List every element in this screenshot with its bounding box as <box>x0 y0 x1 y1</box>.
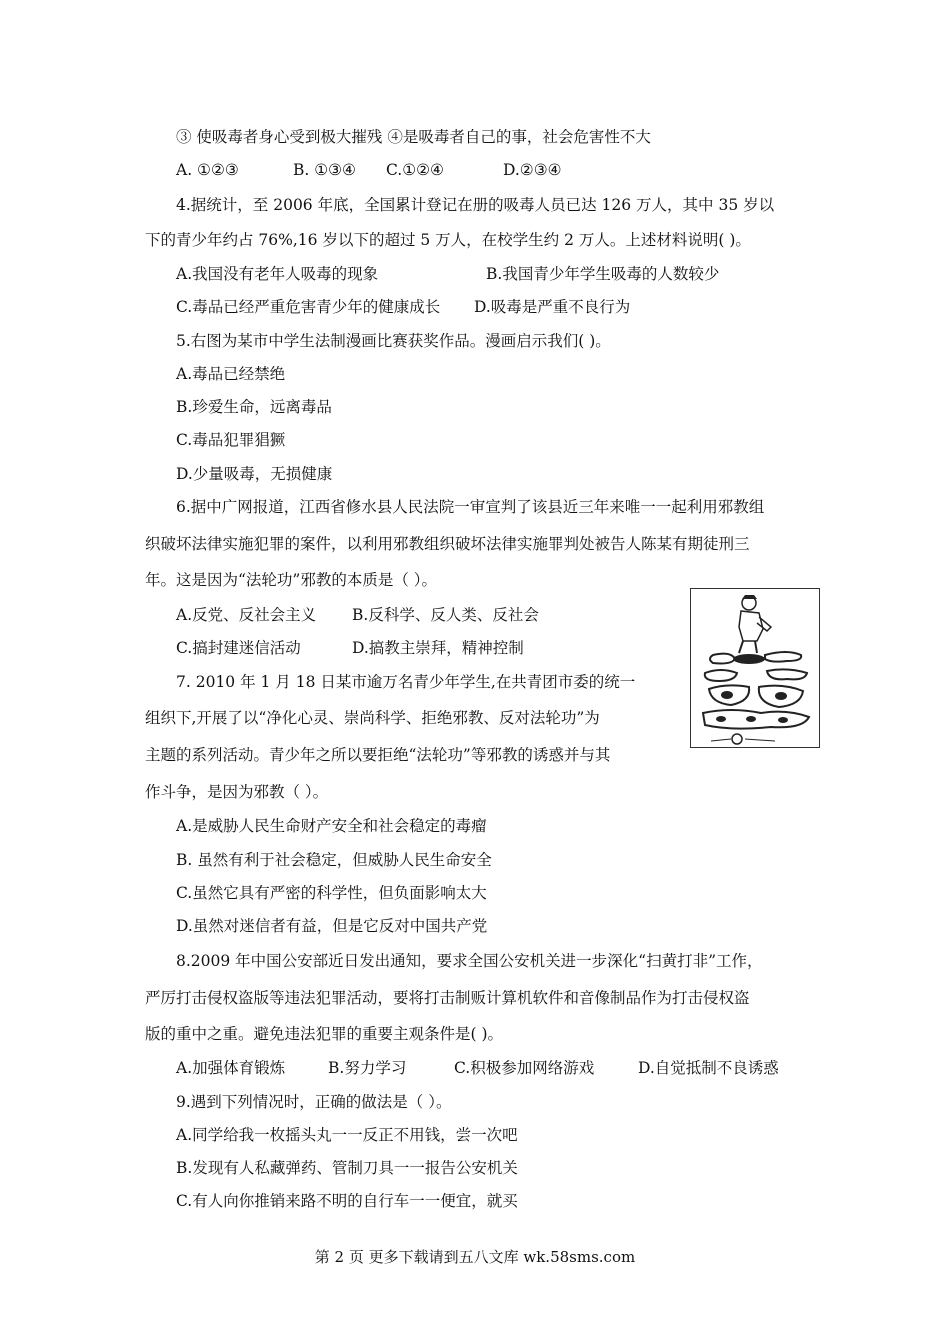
option-b: B.努力学习 <box>328 1059 407 1077</box>
option-a: A.反党、反社会主义 <box>176 606 317 624</box>
option-c: C.搞封建迷信活动 <box>176 639 301 657</box>
text-line: ③ 使吸毒者身心受到极大摧残 ④是吸毒者自己的事，社会危害性不大 <box>176 128 651 146</box>
page-footer: 第 2 页 更多下载请到五八文库 wk.58sms.com <box>314 1248 636 1266</box>
text-line: 5.右图为某市中学生法制漫画比赛获奖作品。漫画启示我们( )。 <box>176 332 611 350</box>
text-line: B.珍爱生命，远离毒品 <box>176 398 332 416</box>
text-line: 作斗争，是因为邪教（ ）。 <box>145 783 329 801</box>
text-line: 主题的系列活动。青少年之所以要拒绝“法轮功”等邪教的诱惑并与其 <box>145 746 611 764</box>
text-line: C.毒品犯罪猖獗 <box>176 431 286 449</box>
text-line: D.少量吸毒，无损健康 <box>176 465 333 483</box>
option-c: C.毒品已经严重危害青少年的健康成长 <box>176 298 441 316</box>
option-d: D.吸毒是严重不良行为 <box>474 298 631 316</box>
option-d: D.②③④ <box>503 161 562 179</box>
text-line: 4.据统计，至 2006 年底，全国累计登记在册的吸毒人员已达 126 万人，其中 35 岁以 <box>176 196 775 214</box>
text-line: 8.2009 年中国公安部近日发出通知，要求全国公安机关进一步深化“扫黄打非”工作， <box>176 952 763 970</box>
text-line: C.虽然它具有严密的科学性，但负面影响太大 <box>176 884 487 902</box>
text-line: 版的重中之重。避免违法犯罪的重要主观条件是( )。 <box>145 1025 504 1043</box>
text-line: 组织下,开展了以“净化心灵、崇尚科学、拒绝邪教、反对法轮功”为 <box>145 709 600 727</box>
option-c: C.①②④ <box>386 161 444 179</box>
option-b: B.我国青少年学生吸毒的人数较少 <box>486 265 720 283</box>
text-line: 织破坏法律实施犯罪的案件，以利用邪教组织破坏法律实施罪判处被告人陈某有期徒刑三 <box>145 535 750 553</box>
option-d: D.搞教主崇拜，精神控制 <box>352 639 524 657</box>
option-a: A.加强体育锻炼 <box>176 1059 286 1077</box>
text-line: 年。这是因为“法轮功”邪教的本质是（ ）。 <box>145 571 438 589</box>
option-b: B.反科学、反人类、反社会 <box>352 606 539 624</box>
text-line: 7. 2010 年 1 月 18 日某市逾万名青少年学生,在共青团市委的统一 <box>176 673 636 691</box>
option-d: D.自觉抵制不良诱惑 <box>638 1059 779 1077</box>
text-line: 下的青少年约占 76%,16 岁以下的超过 5 万人，在校学生约 2 万人。上述材料说明( )。 <box>145 231 751 249</box>
option-a: A.我国没有老年人吸毒的现象 <box>176 265 379 283</box>
option-b: B. ①③④ <box>293 161 356 179</box>
option-c: C.积极参加网络游戏 <box>454 1059 595 1077</box>
cartoon-illustration <box>690 588 820 748</box>
text-line: 严厉打击侵权盗版等违法犯罪活动，要将打击制贩计算机软件和音像制品作为打击侵权盗 <box>145 989 750 1007</box>
text-line: 9.遇到下列情况时，正确的做法是（ ）。 <box>176 1093 452 1111</box>
text-line: 6.据中广网报道，江西省修水县人民法院一审宣判了该县近三年来唯一一起利用邪教组 <box>176 498 765 516</box>
text-line: A.毒品已经禁绝 <box>176 365 286 383</box>
text-line: D.虽然对迷信者有益，但是它反对中国共产党 <box>176 917 488 935</box>
option-a: A. ①②③ <box>176 161 239 179</box>
text-line: A.是威胁人民生命财产安全和社会稳定的毒瘤 <box>176 817 487 835</box>
text-line: C.有人向你推销来路不明的自行车一一便宜，就买 <box>176 1192 518 1210</box>
text-line: B. 虽然有利于社会稳定，但威胁人民生命安全 <box>176 851 492 869</box>
text-line: A.同学给我一枚摇头丸一一反正不用钱，尝一次吧 <box>176 1126 518 1144</box>
cartoon-drawing <box>691 589 819 747</box>
text-line: B.发现有人私藏弹药、管制刀具一一报告公安机关 <box>176 1159 518 1177</box>
